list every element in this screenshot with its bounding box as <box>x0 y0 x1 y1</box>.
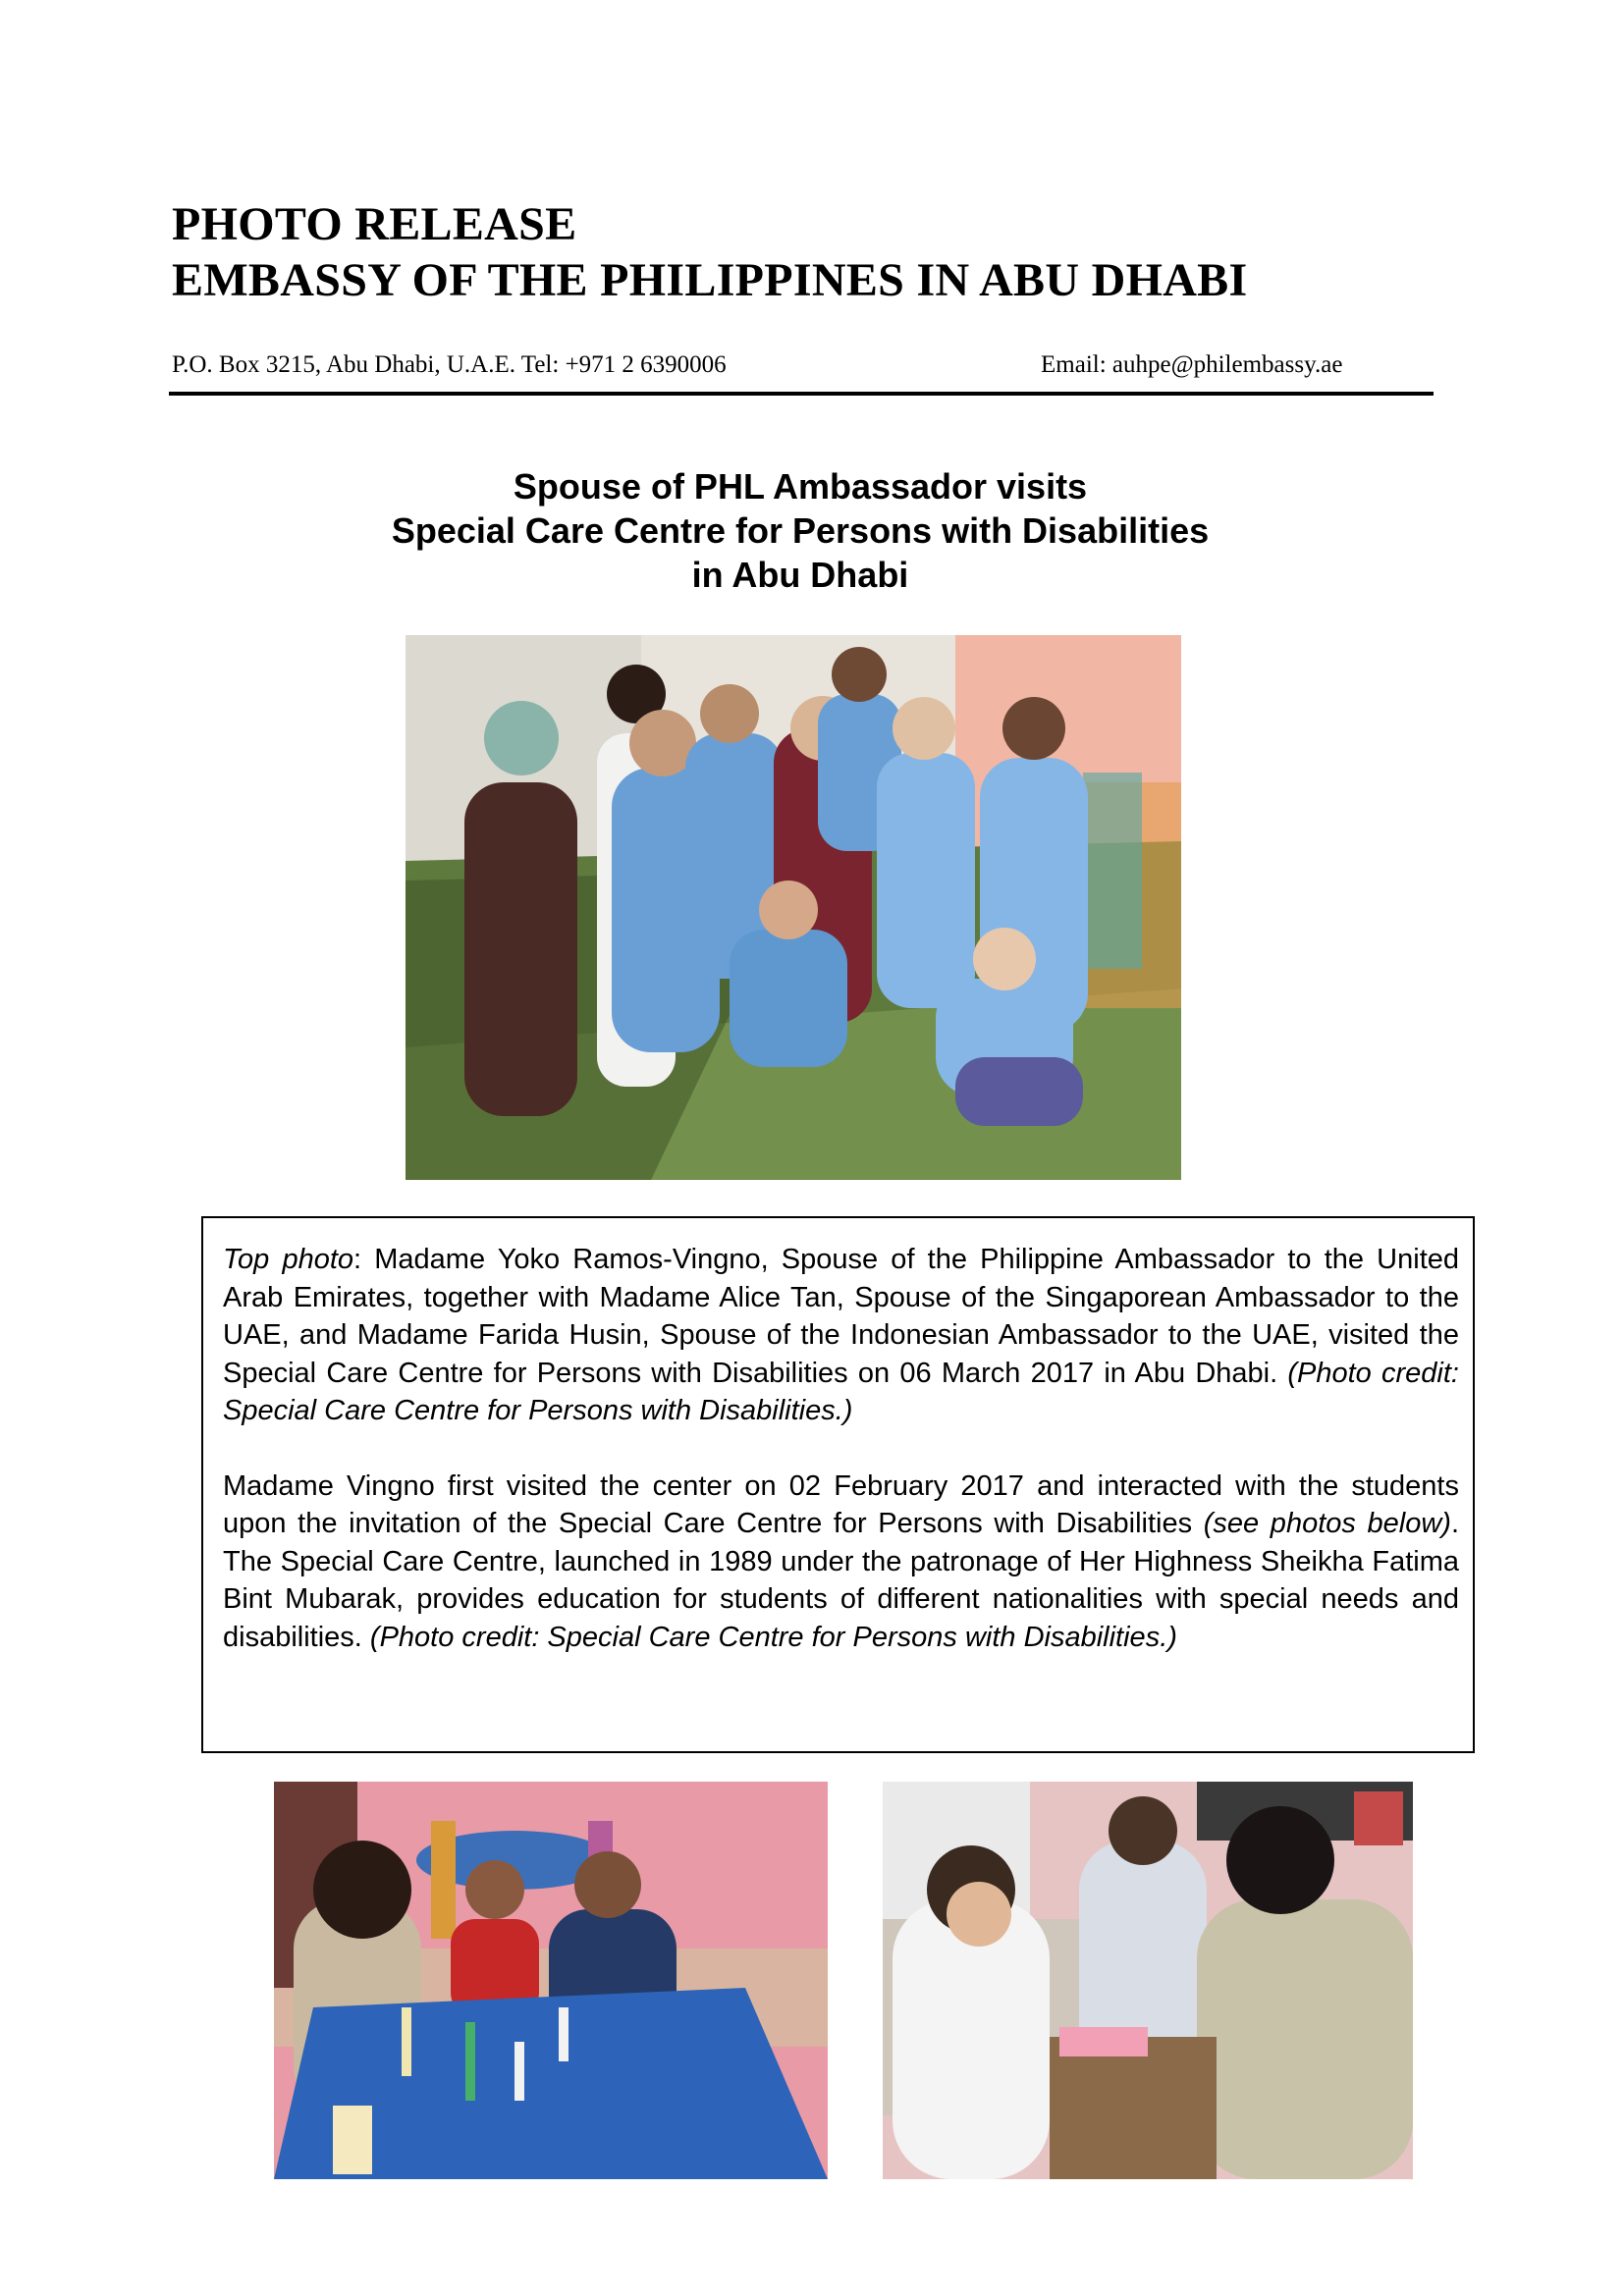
title-line-photo-release: PHOTO RELEASE <box>172 198 577 250</box>
bottom-right-photo <box>883 1782 1413 2179</box>
caption-p1-credit: (Photo credit: Special Care Centre for Persons with Disabilities.) <box>223 1357 1459 1426</box>
headline-line-1: Spouse of PHL Ambassador visits <box>513 466 1088 507</box>
caption-box <box>201 1216 1475 1753</box>
caption-p2-text-b: . The Special Care Centre, launched in 1989 under the patronage of Her Highness Sheikha Fatima Bint Mubarak, provides education for students of different nationalities with special needs and disabilities. <box>223 1508 1460 1653</box>
headline-line-2: Special Care Centre for Persons with Disabilities <box>391 510 1210 551</box>
caption-paragraph-1 <box>223 1241 1459 1430</box>
headline-line-3: in Abu Dhabi <box>691 555 909 595</box>
address-text: P.O. Box 3215, Abu Dhabi, U.A.E. Tel: +971 2 6390006 <box>172 351 727 378</box>
caption-p2-see-below: (see photos below) <box>1203 1508 1451 1539</box>
headline <box>196 464 1404 597</box>
document-title <box>172 196 1247 308</box>
title-line-embassy: EMBASSY OF THE PHILIPPINES IN ABU DHABI <box>172 254 1248 306</box>
group-photo-image <box>406 635 1181 1180</box>
classroom-table-photo-image <box>274 1782 828 2179</box>
email-text: Email: auhpe@philembassy.ae <box>1041 351 1343 378</box>
top-group-photo <box>406 635 1181 1180</box>
caption-p2-text-a: Madame Vingno first visited the center on 02 February 2017 and interacted with the students upon the invitation of the Special Care Centre for Persons with Disabilities <box>223 1469 1459 1539</box>
caption-p1-text: : Madame Yoko Ramos-Vingno, Spouse of the Philippine Ambassador to the United Arab Emirates, together with Madame Alice Tan, Spouse of the Singaporean Ambassador to the UAE, and Madame Farida Husin, Spouse of the Indonesian Ambassador to the UAE, visited the Special Care Centre for Persons with Disabilities on 06 March 2017 in Abu Dhabi. <box>223 1244 1460 1389</box>
classroom-interaction-photo-image <box>883 1782 1413 2179</box>
header-divider <box>169 392 1434 396</box>
caption-p2-credit: (Photo credit: Special Care Centre for Persons with Disabilities.) <box>369 1621 1177 1653</box>
bottom-left-photo <box>274 1782 828 2179</box>
caption-paragraph-2 <box>223 1468 1459 1657</box>
caption-label-top-photo: Top photo <box>223 1244 354 1275</box>
